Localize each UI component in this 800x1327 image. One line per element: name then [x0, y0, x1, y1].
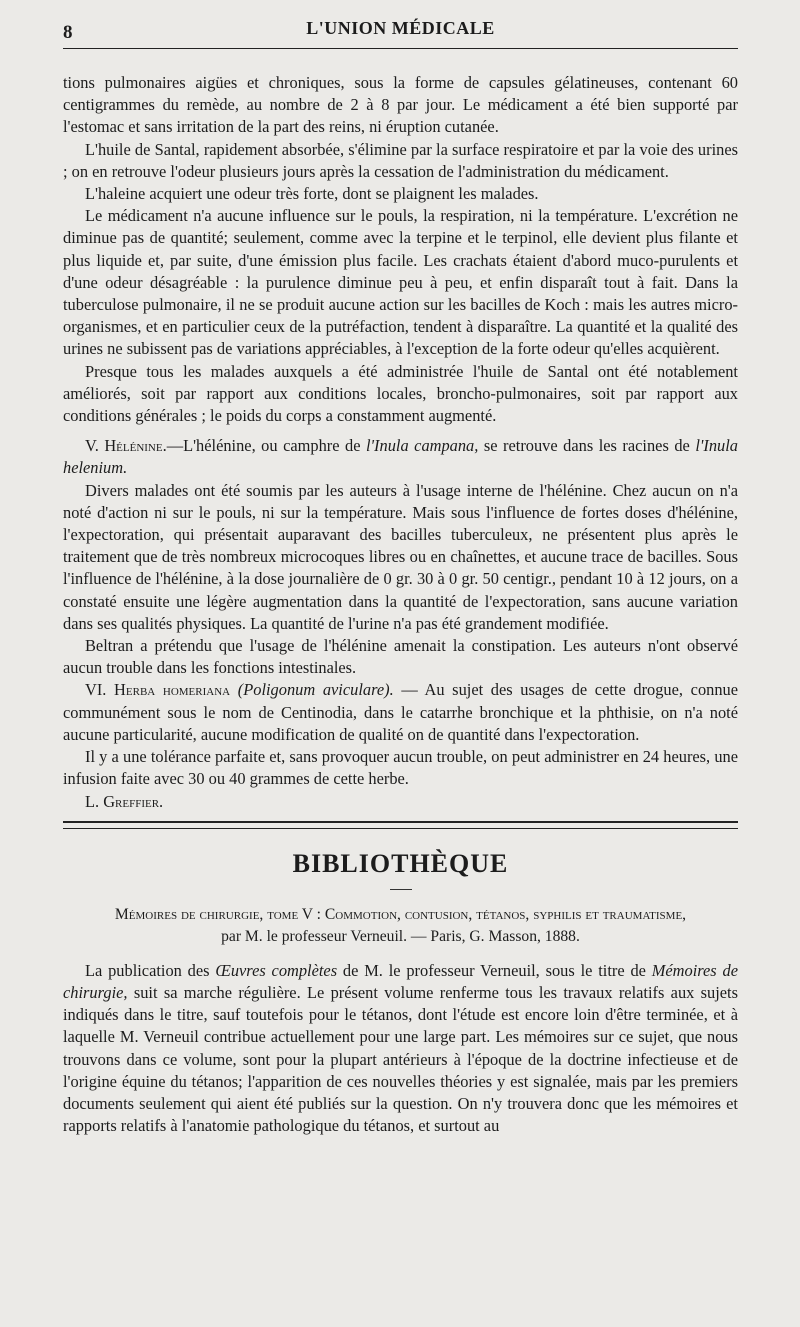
- paragraph: L'haleine acquiert une odeur très forte, dont se plaignent les malades.: [85, 184, 539, 204]
- text-run: suit sa marche régulière. Le présent volume renferme tous les travaux relatifs aux sujets indiqués dans le titre, sauf toutefois pour le tétanos, dont l'étude est encore loin d'être terminée, et à laquelle M. Verneuil contribue actuellement pour une large part. Les mémoires sur ce sujet, que nous trouvons dans ce volume, sont pour la plupart antérieurs à l'époque de la doctrine infectieuse et de l'origine équine du tétanos; l'apparition de ces nouvelles théories y est signalée, mais par les premiers documents seulement qui aient été publiés sur la question. On n'y trouvera donc que les mémoires et rapports relatifs à l'anatomie pathologique du tétanos, et surtout au: [63, 982, 738, 1136]
- header-rule: [63, 48, 738, 49]
- page-number: 8: [63, 22, 73, 43]
- text-run: de M. le professeur Verneuil, sous le titre de: [337, 960, 652, 980]
- paragraph: [63, 960, 738, 1138]
- paragraph: Le médicament n'a aucune influence sur le pouls, la respiration, ni la température. L'excrétion ne diminue pas de quantité; seulement, comme avec la terpine et le terpinol, elle devient plus filante et plus liquide et, par suite, d'une émission plus facile. Les crachats étaient d'abord muco-purulents et d'une odeur désagréable : la purulence diminue peu à peu, et enfin disparaît tout à fait. Dans la tuberculose pulmonaire, il ne se produit aucune action sur les bacilles de Koch : mais les autres micro-organismes, et en particulier ceux de la putréfaction, tendent à disparaître. La quantité et la qualité des urines ne subissent pas de variations appréciables, à l'exception de la forte odeur qu'elles acquièrent.: [63, 206, 738, 359]
- running-title: L'UNION MÉDICALE: [306, 18, 495, 38]
- author-signature: L. Greffier.: [85, 791, 164, 811]
- paragraph: Divers malades ont été soumis par les auteurs à l'usage interne de l'hélénine. Chez aucun on n'a noté d'action ni sur le pouls, ni sur la température. Mais sous l'influence de fortes doses d'hélénine, l'expectoration, qui présentait auparavant des bacilles tuberculeux, ne présentent plus après le traitement que de très nombreux microcoques libres ou en chaînettes, et aucune trace de bacilles. Sous l'influence de l'hélénine, à la dose journalière de 0 gr. 30 à 0 gr. 50 centigr., pendant 10 à 12 jours, on a constaté ensuite une légère augmentation dans la quantité de l'expectoration, sans aucune variation dans ses qualités physiques. La quantité de l'urine n'a pas été grandement modifiée.: [63, 480, 738, 633]
- text-run: — Au sujet des usages de cette drogue, connue communément sous le nom de Centinodia, dans le catarrhe bronchique et la phthisie, on n'a noté aucune particularité, aucune modification de qualité on de quantité dans l'expectoration.: [63, 680, 738, 744]
- italic-run: (Poligonum aviculare).: [237, 680, 394, 700]
- book-reference-line: Mémoires de chirurgie, tome V : Commotion, contusion, tétanos, syphilis et traumatisme,: [114, 905, 687, 923]
- paragraph: Beltran a prétendu que l'usage de l'hélénine amenait la constipation. Les auteurs n'ont observé aucun trouble dans les fonctions intestinales.: [63, 636, 738, 678]
- title-underline: [390, 889, 412, 890]
- paragraph: Il y a une tolérance parfaite et, sans provoquer aucun trouble, on peut administrer en 24 heures, une infusion faite avec 30 ou 40 grammes de cette herbe.: [63, 747, 738, 789]
- section-title: BIBLIOTHÈQUE: [292, 848, 509, 878]
- page-header: [63, 0, 738, 58]
- text-run: La publication des: [85, 960, 216, 980]
- book-reference-line: par M. le professeur Verneuil. — Paris, G. Masson, 1888.: [221, 927, 580, 945]
- section-label: VI. Herba homeriana: [85, 680, 231, 700]
- italic-run: l'Inula helenium.: [63, 436, 738, 478]
- italic-run: Mémoires de chirurgie,: [63, 960, 738, 1002]
- italic-run: l'Inula campana,: [366, 436, 479, 456]
- paragraph-herba: [63, 679, 738, 746]
- paragraph: tions pulmonaires aigües et chroniques, sous la forme de capsules gélatineuses, contenant 60 centigrammes du remède, au nombre de 2 à 8 par jour. Le médicament a été bien supporté par l'estomac et sans irritation de la part des reins, ni éruption cutanée.: [63, 73, 738, 137]
- text-run: —L'hélénine, ou camphre de: [166, 436, 366, 456]
- italic-run: Œuvres complètes: [215, 960, 338, 980]
- section-label: V. Hélénine.: [85, 436, 167, 456]
- review-body: [63, 960, 738, 1138]
- paragraph: L'huile de Santal, rapidement absorbée, s'élimine par la surface respiratoire et par la voie des urines ; on en retrouve l'odeur plusieurs jours après la cessation de l'administration du médicament.: [63, 139, 738, 181]
- book-reference: [63, 904, 738, 948]
- text-run: se retrouve dans les racines de: [478, 436, 696, 456]
- article-body: [63, 72, 738, 813]
- paragraph-helenine: [63, 435, 738, 479]
- section-divider: [63, 821, 738, 829]
- paragraph: Presque tous les malades auxquels a été administrée l'huile de Santal ont été notablement améliorés, soit par rapport aux conditions locales, broncho-pulmonaires, soit par rapport aux conditions générales ; le poids du corps a constamment augmenté.: [63, 361, 738, 426]
